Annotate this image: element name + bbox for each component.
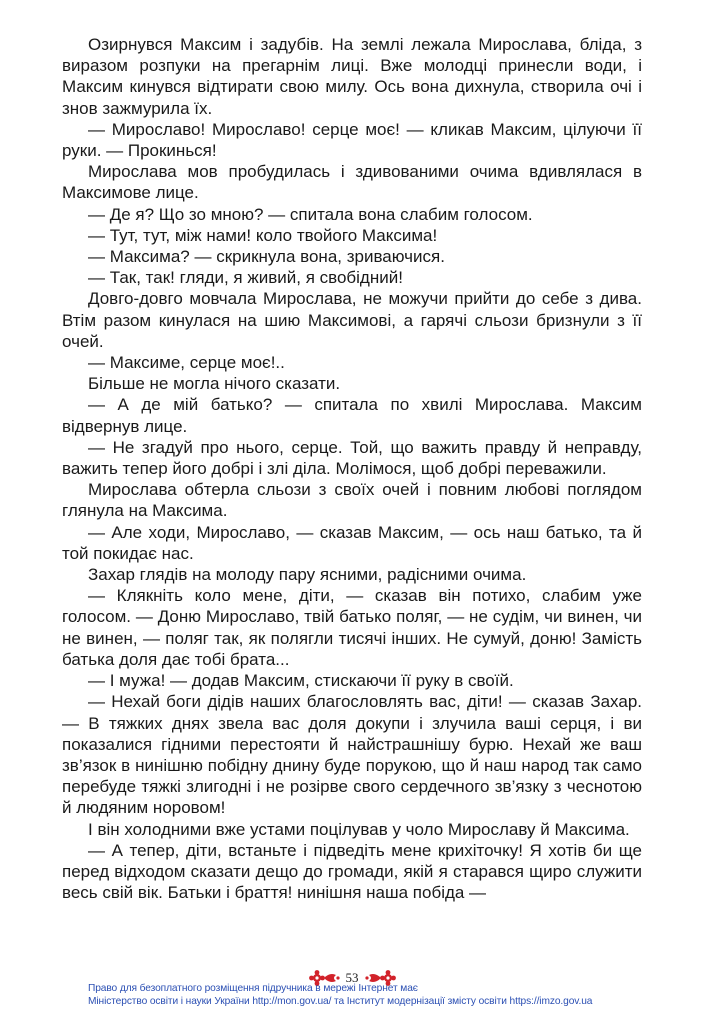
- paragraph: — Клякніть коло мене, діти, — сказав він потихо, слабим уже голосом. — Доню Мирославо, твій батько поляг, — не судім, чи винен, чи не винен, — поляг так, як полягли тисячі інших. Не сумуй, доню! Замість батька доля дає тобі брата...: [62, 586, 642, 669]
- paragraph: — І мужа! — додав Максим, стискаючи її руку в своїй.: [88, 671, 514, 691]
- paragraph: — Не згадуй про нього, серце. Той, що важить правду й неправду, важить тепер його добрі і злі діла. Молімося, щоб добрі переважили.: [62, 437, 642, 479]
- paragraph: — Але ходи, Мирославо, — сказав Максим, — ось наш батько, та й той покидає нас.: [62, 522, 642, 563]
- paragraph: — А тепер, діти, встаньте і підведіть мене крихіточку! Я хотів би ще перед відходом сказати дещо до громади, якій я старався щиро служити весь свій вік. Батьки і браття! нинішня наша побіда —: [62, 840, 642, 903]
- paragraph: — Нехай боги дідів наших благословлять вас, діти! — сказав Захар. — В тяжких днях звела вас доля докупи і злучила ваші серця, і ви показалися гідними перестояти й найстрашнішу бурю. Нехай же ваш зв’язок в нинішню побідну днину буде порукою, що й наш народ так само перебуде тяжкі злигодні і не розірве свого сердечного зв’язку з чеснотою й людяним норовом!: [62, 692, 642, 818]
- paragraph: — Де я? Що зо мною? — спитала вона слабим голосом.: [88, 204, 533, 224]
- paragraph: — Так, так! гляди, я живий, я свобідний!: [88, 268, 403, 288]
- page-number: 53: [345, 970, 359, 985]
- paragraph: Мирослава обтерла сльози з своїх очей і повним любові поглядом глянула на Максима.: [62, 480, 642, 521]
- paragraph: І він холодними вже устами поцілував у чоло Мирославу й Максима.: [88, 819, 630, 839]
- copyright-footer: [88, 982, 648, 1008]
- footer-line: Право для безоплатного розміщення підручника в мережі Інтернет має: [88, 983, 418, 994]
- paragraph: Захар глядів на молоду пару ясними, радісними очима.: [88, 565, 527, 585]
- body-text: [62, 34, 642, 903]
- paragraph: — Мирославо! Мирославо! серце моє! — кликав Максим, цілуючи її руки. — Прокинься!: [62, 119, 642, 161]
- paragraph: Більше не могла нічого сказати.: [88, 374, 341, 394]
- paragraph: — Максиме, серце моє!..: [88, 353, 285, 373]
- paragraph: Мирослава мов пробудилась і здивованими очима вдивлялася в Максимове лице.: [62, 162, 642, 203]
- paragraph: Озирнувся Максим і задубів. На землі лежала Мирослава, бліда, з виразом розпуки на прегарнім лиці. Вже молодці принесли води, і Максим кинувся відтирати свою милу. Ось вона дихнула, створила очі і знов зажмурила їх.: [62, 35, 642, 118]
- paragraph: Довго-довго мовчала Мирослава, не можучи прийти до себе з дива. Втім разом кинулася на шию Максимові, а гарячі сльози бризнули з її очей.: [62, 289, 642, 351]
- footer-line: Міністерство освіти і науки України http://mon.gov.ua/ та Інститут модернізації змісту освіти https://imzo.gov.ua: [88, 996, 593, 1007]
- paragraph: — А де мій батько? — спитала по хвилі Мирослава. Максим відвернув лице.: [62, 395, 642, 436]
- paragraph: — Тут, тут, між нами! коло твойого Максима!: [88, 225, 438, 245]
- paragraph: — Максима? — скрикнула вона, зриваючися.: [88, 247, 445, 267]
